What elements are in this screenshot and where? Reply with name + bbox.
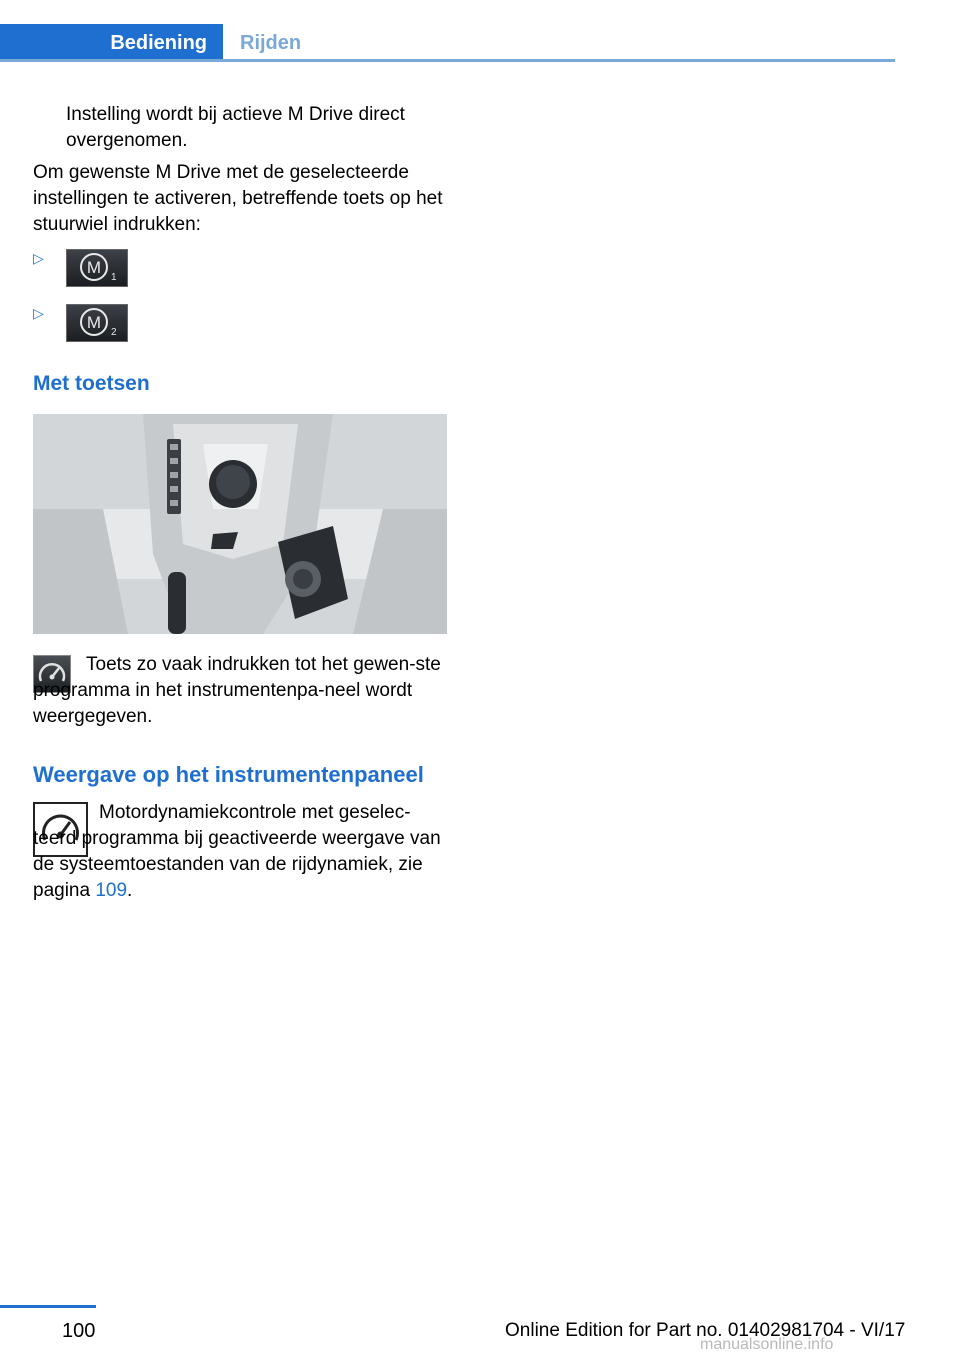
weergave-text-body: Motordynamiekcontrole met geselec-teerd programma bij geactiveerde weergave van de systeemtoestanden van de rijdynamiek, zie pagina: [33, 802, 441, 901]
weergave-text: [33, 800, 443, 904]
activation-paragraph: Om gewenste M Drive met de geselecteerde instellingen te activeren, betreffende toets op het stuurwiel indrukken:: [33, 162, 443, 235]
watermark-text: manualsonline.info: [700, 1336, 834, 1353]
edition-text: Online Edition for Part no. 01402981704 - VI/17: [505, 1320, 906, 1341]
tab-bediening-label: Bediening: [110, 32, 207, 54]
bullet-marker: ▷: [33, 250, 44, 266]
page-link-109[interactable]: 109: [95, 880, 128, 901]
tab-bediening[interactable]: [0, 24, 223, 62]
bullet-marker: ▷: [33, 305, 44, 321]
m1-button-icon: [66, 249, 128, 287]
m2-button-icon: [66, 304, 128, 342]
met-toetsen-text: Toets zo vaak indrukken tot het gewen-ste programma in het instrumentenpa-neel wordt weergegeven.: [33, 654, 441, 727]
footer-rule: [0, 1305, 96, 1308]
center-console-illustration: [33, 414, 447, 634]
m1-index: 1: [111, 272, 117, 283]
chapter-tabs: [0, 24, 895, 62]
m2-index: 2: [111, 327, 117, 338]
m2-letter: M: [86, 313, 102, 332]
page-number: 100: [62, 1320, 96, 1342]
m1-letter: M: [86, 258, 102, 277]
section-heading-weergave: Weergave op het instrumentenpaneel: [33, 762, 424, 787]
header-rule: [0, 59, 895, 62]
indent-note: Instelling wordt bij actieve M Drive direct overgenomen.: [66, 104, 405, 151]
section-heading-met-toetsen: Met toetsen: [33, 372, 150, 395]
weergave-text-end: .: [127, 880, 133, 901]
tab-rijden[interactable]: Rijden: [240, 32, 302, 54]
